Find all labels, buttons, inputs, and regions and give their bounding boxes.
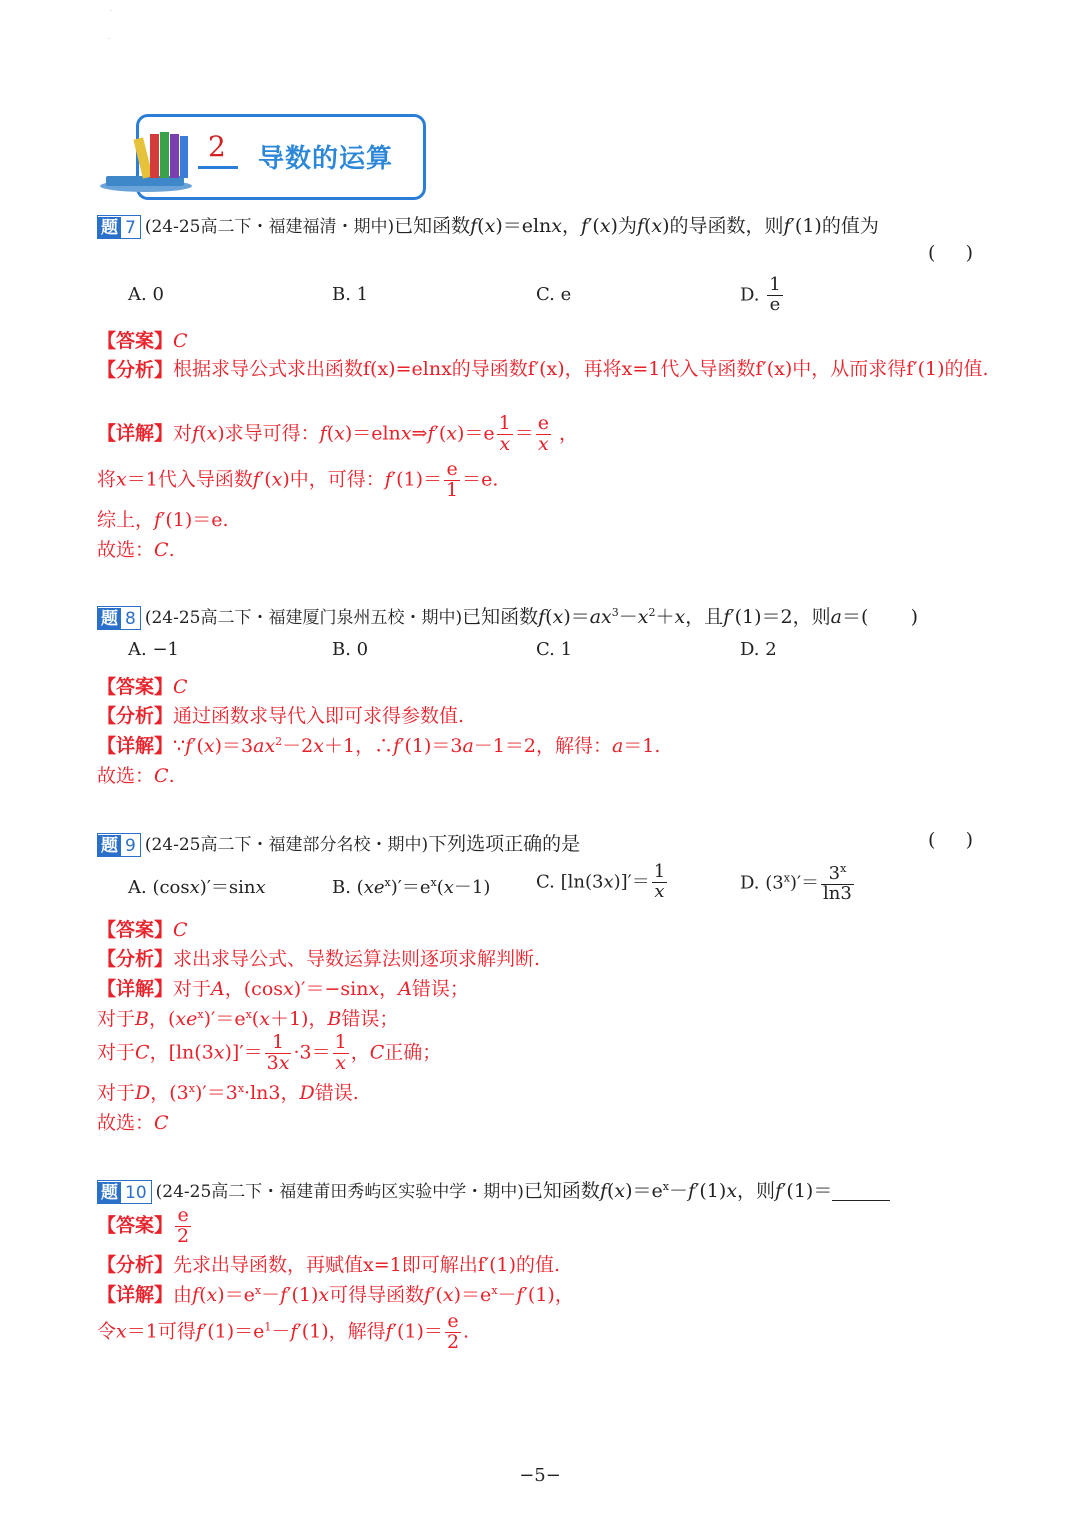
answer-line: 【答案】C: [97, 919, 188, 941]
analysis-line: 【分析】通过函数求导代入即可求得参数值.: [97, 705, 465, 727]
choose-line: 故选：C: [97, 1112, 169, 1134]
problem-tag: 题 7: [97, 215, 141, 239]
answer-line: 【答案】C: [97, 330, 188, 352]
analysis-line: 【分析】求出求导公式、导数运算法则逐项求解判断.: [97, 948, 541, 970]
detail-line: 【详解】对于A，(cosx)′＝−sinx，A错误；: [97, 978, 469, 1000]
answer-fraction: $\frac{e}{2}$: [177, 1204, 190, 1247]
detail-line: 【详解】对f(x)求导可得：f(x)＝elnx⇒f′(x)＝e $\frac{1}{x}$ ＝ $\frac{e}{x}$ ，: [97, 412, 579, 455]
detail-line: 【详解】由$f(x)=e^x-f'(1)x$可得导函数$f'(x)=e^x-f'(1)$，: [97, 1284, 574, 1306]
choose-line: 故选：C.: [97, 539, 175, 561]
problem-10-stem: 题 10 (24-25高二下・福建莆田秀屿区实验中学・期中)已知函数$f(x)=e^x-f'(1)x$，则f′(1)＝: [97, 1176, 890, 1204]
option-b: B. 0: [332, 639, 369, 660]
problem-tag: 题 9: [97, 833, 141, 857]
books-icon: [98, 128, 198, 194]
detail-line: 【详解】$\because f'(x)=3ax^2-2x+1$，∴f′(1)＝3a－1＝2，解得：a＝1.: [97, 735, 661, 757]
section-number: 2: [208, 130, 226, 163]
detail-line: 令x＝1可得$f'(1)=e^1-f'(1)$，解得f′(1)＝ $\frac{e}{2}$ .: [97, 1310, 470, 1353]
analysis-line: 【分析】先求出导函数，再赋值x=1即可解出f′(1)的值.: [97, 1254, 561, 1276]
detail-line: 综上，f′(1)＝e.: [97, 509, 229, 531]
option-c: C. 1: [536, 639, 573, 660]
answer-paren: ( ): [928, 829, 974, 851]
choose-line: 故选：C.: [97, 765, 175, 787]
page-number: −5−: [519, 1465, 561, 1486]
detail-line: 将x＝1代入导函数f′(x)中，可得：f′(1)＝ $\frac{e}{1}$ ＝e.: [97, 458, 499, 501]
option-a: A. −1: [128, 639, 179, 660]
option-d: D. $(3^x)'=$ $\frac{3^x}{\ln 3}$: [740, 862, 852, 904]
section-underline: [198, 166, 238, 169]
problem-9-stem: 题 9 (24-25高二下・福建部分名校・期中)下列选项正确的是: [97, 829, 580, 857]
speck: ·: [108, 36, 110, 43]
section-title: 导数的运算: [258, 144, 394, 174]
answer-line: 【答案】 $\frac{e}{2}$: [97, 1204, 190, 1247]
detail-line: 对于D，$(3^x)'=3^x\cdot\ln 3$，D错误.: [97, 1082, 359, 1104]
option-c: C. e: [536, 284, 572, 305]
problem-tag: 题 10: [97, 1180, 152, 1204]
problem-8-stem: 题 8 (24-25高二下・福建厦门泉州五校・期中)已知函数$f(x)=ax^3-x^2+x$，且f′(1)＝2，则a＝( ): [97, 602, 918, 630]
problem-tag: 题 8: [97, 606, 141, 630]
speck: ·: [110, 8, 112, 15]
fill-blank: [832, 1182, 890, 1201]
analysis-line: 【分析】根据求导公式求出函数f(x)=elnx的导函数f′(x)，再将x=1代入导函数f′(x)中，从而求得f′(1)的值.: [97, 358, 989, 381]
option-d: D. $\frac{1}{e}$: [740, 274, 781, 315]
option-a: A. (cosx)′＝sinx: [128, 877, 266, 898]
option-c: C. [ln(3x)]′＝ $\frac{1}{x}$: [536, 861, 666, 902]
detail-line: 对于B，$(xe^x)'=e^x(x+1)$，B错误；: [97, 1008, 399, 1030]
problem-7-stem: 题 7 (24-25高二下・福建福清・期中)已知函数f(x)＝elnx，f′(x)为f(x)的导函数，则f′(1)的值为: [97, 211, 879, 239]
option-b: B. 1: [332, 284, 369, 305]
option-a: A. 0: [128, 284, 164, 305]
detail-line: 对于C，[ln(3x)]′＝ $\frac{1}{3x}$ ·3＝ $\frac{1}{x}$ ，C正确；: [97, 1031, 442, 1074]
option-b: B. $(xe^x)'=e^x(x-1)$: [332, 876, 491, 898]
answer-paren: ( ): [928, 242, 974, 264]
option-d: D. 2: [740, 639, 777, 660]
answer-line: 【答案】C: [97, 676, 188, 698]
